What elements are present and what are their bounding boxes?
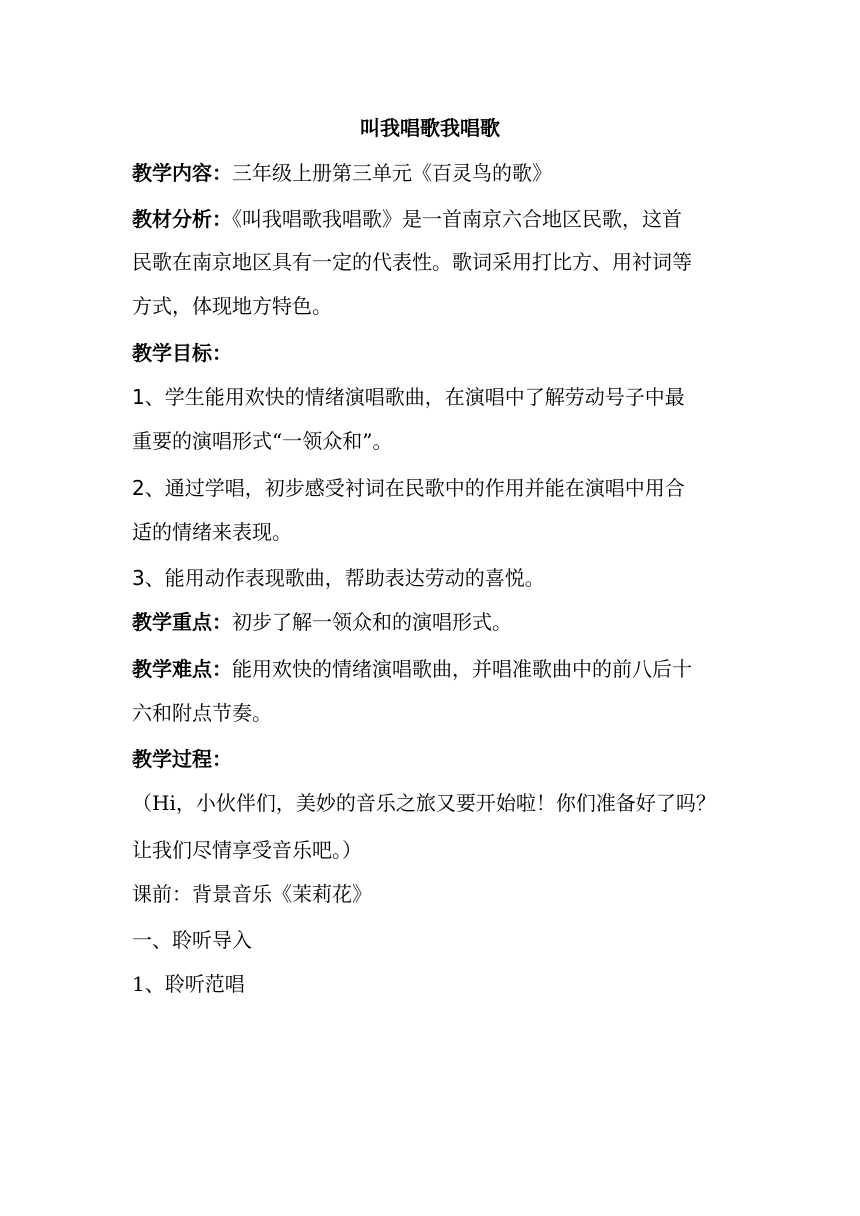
step-1-line: 1、聆听范唱 [132,972,245,996]
key-point-text: 初步了解一领众和的演唱形式。 [232,610,512,634]
teaching-content-text: 三年级上册第三单元《百灵鸟的歌》 [232,161,552,185]
objective-2-line-1 [132,472,732,504]
objective-2-text-1: 、通过学唱，初步感受衬词在民歌中的作用并能在演唱中用合 [144,476,685,500]
material-analysis-text-1: 《叫我唱歌我唱歌》是一首南京六合地区民歌，这首 [232,207,682,231]
objective-1-line-2: 重要的演唱形式“一领众和”。 [132,429,393,453]
material-analysis-line-3: 方式，体现地方特色。 [132,294,332,318]
objective-2-line-2: 适的情绪来表现。 [132,520,292,544]
objective-3-line-1 [132,562,732,594]
objectives-heading [132,337,732,369]
process-intro-line-2: 让我们尽情享受音乐吧。） [132,838,362,862]
difficulty-line-2: 六和附点节奏。 [132,701,272,725]
difficulty-label: 教学难点： [132,657,232,681]
material-analysis-line-1 [132,203,732,235]
objective-3-number: 3 [132,566,145,590]
teaching-content-line [132,157,732,189]
section-1-heading: 一、聆听导入 [132,928,252,952]
objectives-label: 教学目标： [132,341,232,365]
process-intro-line-1: （Hi，小伙伴们，美妙的音乐之旅又要开始啦！你们准备好了吗？ [132,791,716,815]
process-heading [132,743,732,775]
difficulty-text-1: 能用欢快的情绪演唱歌曲，并唱准歌曲中的前八后十 [232,657,692,681]
material-analysis-line-2: 民歌在南京地区具有一定的代表性。歌词采用打比方、用衬词等 [132,250,692,274]
teaching-content-label: 教学内容： [132,161,232,185]
difficulty-line-1 [132,653,732,685]
key-point-label: 教学重点： [132,610,232,634]
material-analysis-label: 教材分析： [132,207,232,231]
pre-class-line: 课前：背景音乐《茉莉花》 [132,882,372,906]
objective-1-text-1: 、学生能用欢快的情绪演唱歌曲，在演唱中了解劳动号子中最 [144,385,685,409]
objective-1-number: 1 [132,385,145,409]
objective-2-number: 2 [132,476,145,500]
process-label: 教学过程： [132,747,232,771]
key-point-line [132,606,732,638]
objective-1-line-1 [132,381,732,413]
document-title: 叫我唱歌我唱歌 [360,116,500,140]
objective-3-text-1: 、能用动作表现歌曲，帮助表达劳动的喜悦。 [144,566,545,590]
